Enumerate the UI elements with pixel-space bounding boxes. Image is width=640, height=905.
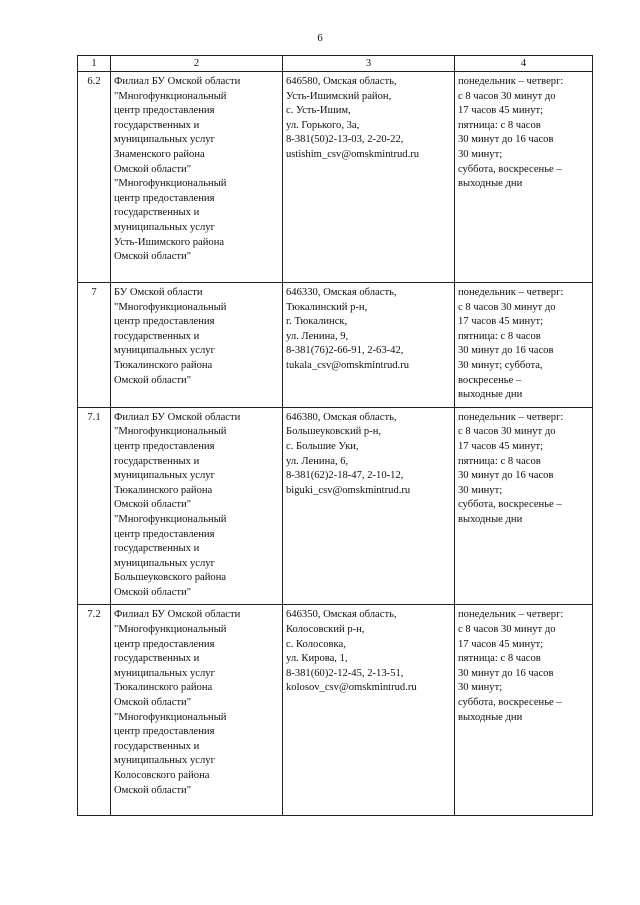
organization-name: Филиал БУ Омской области "Многофункциональный центр предоставления государственных и муниципальных услуг Тюкалинского района Омской области" "Многофункциональный центр предоставления государственных и муниципальных услуг Колосовского района Омской области" <box>111 605 283 816</box>
working-hours: понедельник – четверг: с 8 часов 30 минут до 17 часов 45 минут; пятница: с 8 часов 30 минут до 16 часов 30 минут; суббота, воскресенье – выходные дни <box>455 605 593 816</box>
row-number: 7 <box>78 283 111 408</box>
table-header-row <box>78 56 593 72</box>
organization-name: БУ Омской области "Многофункциональный центр предоставления государственных и муниципальных услуг Тюкалинского района Омской области" <box>111 283 283 408</box>
page-number: 6 <box>317 32 323 44</box>
working-hours: понедельник – четверг: с 8 часов 30 минут до 17 часов 45 минут; пятница: с 8 часов 30 минут до 16 часов 30 минут; суббота, воскресенье – выходные дни <box>455 72 593 283</box>
service-centers-table <box>77 55 593 816</box>
table-row <box>78 283 593 408</box>
table-row <box>78 72 593 283</box>
working-hours: понедельник – четверг: с 8 часов 30 минут до 17 часов 45 минут; пятница: с 8 часов 30 минут до 16 часов 30 минут; суббота, воскресенье – выходные дни <box>455 283 593 408</box>
organization-name: Филиал БУ Омской области "Многофункциональный центр предоставления государственных и муниципальных услуг Знаменского района Омской области" "Многофункциональный центр предоставления государственных и муниципальных услуг Усть-Ишимского района Омской области" <box>111 72 283 283</box>
working-hours: понедельник – четверг: с 8 часов 30 минут до 17 часов 45 минут; пятница: с 8 часов 30 минут до 16 часов 30 минут; суббота, воскресенье – выходные дни <box>455 407 593 605</box>
row-number: 7.2 <box>78 605 111 816</box>
organization-address: 646330, Омская область, Тюкалинский р-н, г. Тюкалинск, ул. Ленина, 9, 8-381(76)2-66-91, 2-63-42, tukala_csv@omskmintrud.ru <box>283 283 455 408</box>
organization-address: 646580, Омская область, Усть-Ишимский район, с. Усть-Ишим, ул. Горького, 3а, 8-381(50)2-13-03, 2-20-22, ustishim_csv@omskmintrud.ru <box>283 72 455 283</box>
organization-address: 646350, Омская область, Колосовский р-н, с. Колосовка, ул. Кирова, 1, 8-381(60)2-12-45, 2-13-51, kolosov_csv@omskmintrud.ru <box>283 605 455 816</box>
row-number: 7.1 <box>78 407 111 605</box>
column-header: 2 <box>111 56 283 72</box>
column-header: 4 <box>455 56 593 72</box>
column-header: 1 <box>78 56 111 72</box>
column-header: 3 <box>283 56 455 72</box>
organization-name: Филиал БУ Омской области "Многофункциональный центр предоставления государственных и муниципальных услуг Тюкалинского района Омской области" "Многофункциональный центр предоставления государственных и муниципальных услуг Большеуковского района Омской области" <box>111 407 283 605</box>
organization-address: 646380, Омская область, Большеуковский р-н, с. Большие Уки, ул. Ленина, 6, 8-381(62)2-18-47, 2-10-12, biguki_csv@omskmintrud.ru <box>283 407 455 605</box>
table-row <box>78 407 593 605</box>
table-row <box>78 605 593 816</box>
row-number: 6.2 <box>78 72 111 283</box>
